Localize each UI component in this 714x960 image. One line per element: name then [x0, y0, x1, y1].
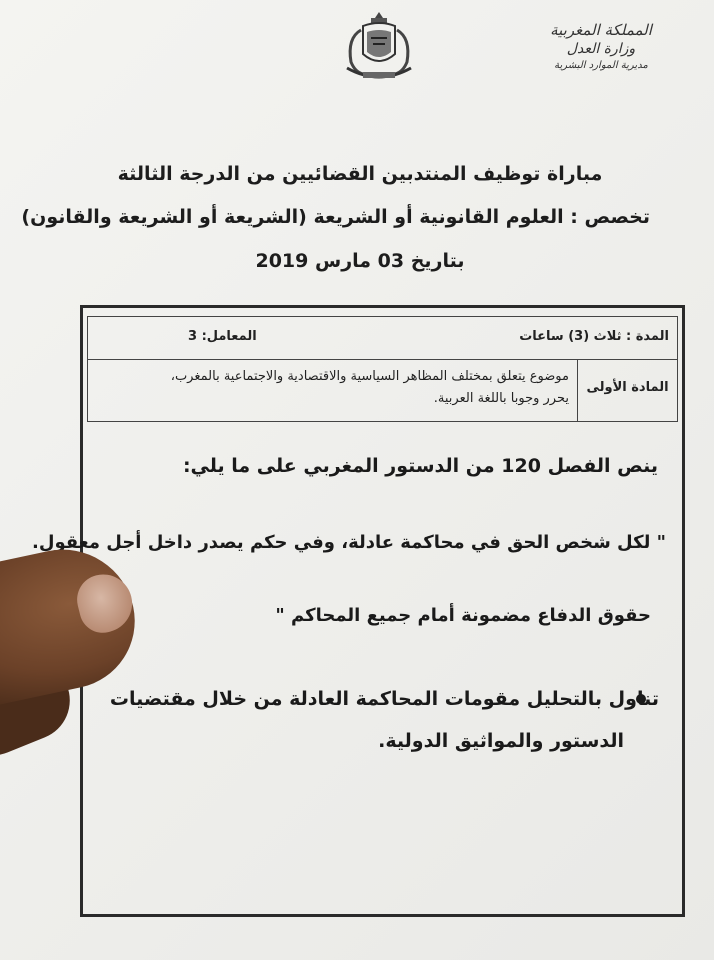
exam-title: مباراة توظيف المنتدبين القضائيين من الدرجة الثالثة [117, 163, 603, 185]
exam-date: بتاريخ 03 مارس 2019 [255, 250, 465, 272]
subject-description-line: يحرر وجوبا باللغة العربية. [433, 391, 569, 406]
subject-label: المادة الأولى [577, 360, 677, 421]
directorate-name: مديرية الموارد البشرية [554, 60, 648, 71]
kingdom-name: المملكة المغربية [550, 21, 652, 39]
subject-description-line: موضوع يتعلق بمختلف المظاهر السياسية والاقتصادية والاجتماعية بالمغرب، [170, 369, 569, 384]
ministry-header [526, 20, 676, 74]
exam-specialty: تخصص : العلوم القانونية أو الشريعة (الشريعة أو الشريعة والقانون) [21, 206, 650, 228]
exam-question-line: تناول بالتحليل مقومات المحاكمة العادلة من خلال مقتضيات [109, 688, 659, 710]
exam-duration: المدة : ثلاث (3) ساعات [519, 329, 669, 344]
article-quote-line: حقوق الدفاع مضمونة أمام جميع المحاكم " [275, 605, 651, 626]
coat-of-arms-icon [333, 8, 425, 88]
subject-description [98, 366, 569, 410]
exam-subject-row [87, 360, 678, 422]
exam-info-row [87, 316, 678, 360]
article-intro: ينص الفصل 120 من الدستور المغربي على ما يلي: [182, 455, 658, 477]
article-quote-line: " لكل شخص الحق في محاكمة عادلة، وفي حكم يصدر داخل أجل معقول. [31, 532, 666, 553]
ministry-name: وزارة العدل [566, 41, 636, 57]
exam-coefficient: المعامل: 3 [188, 329, 257, 344]
exam-question-line: الدستور والمواثيق الدولية. [378, 730, 624, 752]
